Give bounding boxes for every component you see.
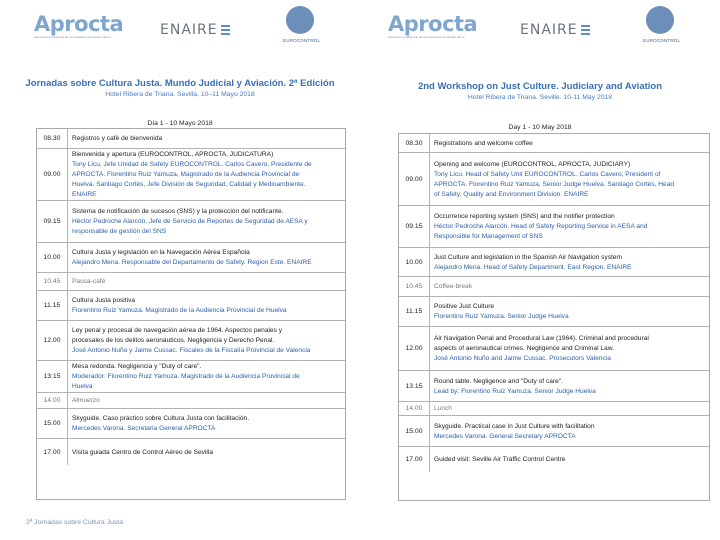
schedule-row (399, 447, 709, 472)
session-title: Lunch (434, 405, 452, 412)
schedule-row (37, 393, 345, 409)
session-cell (68, 291, 345, 320)
session-speakers: Florentino Ruiz Yamuza. Magistrado de la Audiencia Provincial de Huelva (72, 307, 287, 314)
time-cell: 15.00 (37, 409, 68, 438)
schedule-row (399, 402, 709, 416)
session-title: Air Navigation Penal and Procedural Law (1964). Criminal and procedural (434, 335, 649, 342)
time-cell: 13:15 (37, 361, 68, 392)
session-speakers: Héctor Pedroche Alarcón. Jefe de Servicio de Reportes de Seguridad de AESA y (72, 218, 308, 225)
session-cell (68, 201, 345, 242)
schedule-row (37, 149, 345, 201)
session-title: Ley penal y procesal de navegación aérea de 1964. Aspectos penales y (72, 327, 283, 334)
session-title: Mesa redonda. Negligencia y "Duty of care". (72, 363, 202, 370)
schedule-row (399, 206, 709, 248)
session-cell (68, 129, 345, 148)
session-speakers: APROCTA. Florentino Ruiz Yamuza, Magistrado de la Audiencia Provincial de (72, 171, 300, 178)
session-cell (430, 402, 709, 415)
session-speakers: of Safety, Quality and Environment Division. ENAIRE (434, 190, 589, 198)
enaire-logo: ENAIRE (520, 22, 590, 38)
time-cell: 10.45 (37, 273, 68, 290)
time-cell: 17.00 (37, 439, 68, 465)
session-cell (430, 134, 709, 152)
agenda-page-english (360, 0, 720, 540)
session-speakers: Tony Licu. Head of Safety Unit EUROCONTROL. Carlos Cavero, President of (434, 170, 661, 178)
schedule-row (37, 243, 345, 273)
time-cell: 10.45 (399, 277, 430, 296)
session-cell (430, 297, 709, 326)
schedule-table (398, 133, 710, 501)
time-cell: 15.00 (399, 416, 430, 446)
schedule-row (37, 321, 345, 361)
logo-bar (0, 8, 360, 60)
session-cell (68, 409, 345, 438)
session-title: Coffee-break (434, 283, 472, 290)
venue-line: Hotel Ribera de Triana. Sevilla, 10–11 Mayo 2018 (105, 91, 255, 98)
schedule-row (37, 361, 345, 393)
session-title: Guided visit: Seville Air Traffic Control Centre (434, 456, 566, 463)
page-footer: 2ª Jornadas sobre Cultura Justa (26, 519, 123, 526)
session-title: Registrations and welcome coffee (434, 139, 533, 147)
session-title: Round table. Negligence and "Duty of care". (434, 377, 563, 385)
page-title: 2nd Workshop on Just Culture. Judiciary and Aviation (417, 81, 663, 92)
schedule-row (37, 291, 345, 321)
session-title: Positive Just Culture (434, 303, 495, 310)
time-cell: 10.00 (37, 243, 68, 272)
time-cell: 08.30 (37, 129, 68, 148)
session-speakers: Héctor Pedroche Alarcón. Head of Safety Reporting Service in AESA and (434, 223, 648, 230)
time-cell: 09.00 (399, 153, 430, 205)
schedule-row (399, 297, 709, 327)
schedule-row (37, 439, 345, 465)
session-title: Opening and welcome (EUROCONTROL, APROCTA, JUDICIARY) (434, 160, 631, 168)
session-title: Occurrence reporting system (SNS) and the notifier protection (434, 213, 615, 220)
schedule-row (37, 201, 345, 243)
session-cell (68, 439, 345, 465)
session-speakers: Alejandro Mena. Head of Safety Department. East Region. ENAIRE (434, 263, 632, 271)
enaire-lines-icon (221, 23, 230, 37)
enaire-lines-icon (581, 23, 590, 37)
time-cell: 14.00 (37, 393, 68, 408)
schedule-row (399, 277, 709, 297)
venue-line: Hotel Ribera de Triana. Seville. 10-11 May 2018 (467, 94, 613, 101)
session-title: aspects of aeronautical crimes. Negligence and Criminal Law. (434, 345, 614, 352)
eurocontrol-logo: EUROCONTROL (283, 6, 317, 43)
time-cell: 08.30 (399, 134, 430, 152)
eurocontrol-logo: EUROCONTROL (643, 6, 677, 43)
time-cell: 11.15 (37, 291, 68, 320)
time-cell: 14.00 (399, 402, 430, 415)
time-cell: 09.15 (37, 201, 68, 242)
session-title: Pausa-café (72, 278, 106, 285)
schedule-row (399, 153, 709, 206)
session-speakers: ENAIRE (72, 191, 97, 198)
session-title: Registros y café de bienvenida (72, 135, 163, 142)
session-speakers: Tony Licu, Jefe Unidad de Safety EUROCONTROL. Carlos Cavero, Presidente de (72, 161, 312, 168)
session-speakers: Mercedes Varona. General Secretary APROCTA (434, 432, 576, 440)
session-speakers: Lead by: Florentino Ruiz Yamuza. Senior Judge Huelva (434, 387, 596, 395)
session-speakers: APROCTA. Florentino Ruiz Yamuza, Senior Judge Huelva. Santiago Cortés, Head (434, 180, 675, 188)
session-speakers: José Antonio Nuño and Jaime Cussac. Prosecutors Valencia (434, 355, 611, 362)
session-cell (68, 321, 345, 360)
day-heading: Día 1 - 10 Mayo 2018 (147, 120, 213, 127)
session-speakers: Alejandro Mena. Responsable del Departamento de Safety. Region Este. ENAIRE (72, 259, 312, 266)
time-cell: 09.15 (399, 206, 430, 247)
page-title: Jornadas sobre Cultura Justa. Mundo Judicial y Aviación. 2ª Edición (25, 78, 335, 89)
schedule-row (399, 416, 709, 447)
aprocta-logo: Aprocta Asociación profesional de controladores de tránsito aéreo (388, 12, 478, 39)
session-cell (68, 149, 345, 200)
schedule-row (399, 371, 709, 402)
schedule-row (37, 129, 345, 149)
schedule-row (37, 273, 345, 291)
session-title: Skyguide. Caso práctico sobre Cultura Justa con facilitación. (72, 415, 250, 422)
day-heading: Day 1 - 10 May 2018 (508, 124, 572, 131)
session-title: procesales de los delitos aeronáuticos. Negligencia y Derecho Penal. (72, 337, 275, 344)
schedule-row (37, 409, 345, 439)
eurocontrol-globe-icon (646, 6, 674, 34)
session-cell (68, 393, 345, 408)
session-speakers: José Antonio Nuño y Jaime Cussac. Fiscales de la Fiscalía Provincial de Valencia (72, 347, 311, 354)
session-speakers: Huelva (72, 383, 93, 390)
session-cell (430, 248, 709, 276)
session-cell (430, 447, 709, 472)
eurocontrol-globe-icon (286, 6, 314, 34)
session-title: Cultura Justa positiva (72, 297, 136, 304)
session-speakers: responsable de gestión del SNS (72, 228, 167, 235)
time-cell: 12.00 (399, 327, 430, 370)
session-speakers: Florentino Ruiz Yamuza. Senior Judge Huelva (434, 313, 569, 320)
session-title: Skyguide. Practical case in Just Culture with facilitation (434, 422, 595, 430)
time-cell: 13.15 (399, 371, 430, 401)
session-speakers: Responsible for Management of SNS (434, 233, 543, 240)
time-cell: 12.00 (37, 321, 68, 360)
session-cell (68, 243, 345, 272)
session-cell (68, 273, 345, 290)
session-cell (430, 416, 709, 446)
session-title: Cultura Justa y legislación en la Navegación Aérea Española (72, 249, 250, 256)
session-title: Just Culture and legislation in the Spanish Air Navigation system (434, 253, 623, 261)
session-title: Visita guiada Centro de Control Aéreo de Sevilla (72, 448, 213, 456)
session-title: Bienvenida y apertura (EUROCONTROL, APROCTA, JUDICATURA) (72, 151, 274, 158)
enaire-logo: ENAIRE (160, 22, 230, 38)
aprocta-logo: Aprocta Asociación profesional de controladores de tránsito aéreo (34, 12, 124, 39)
time-cell: 17.00 (399, 447, 430, 472)
schedule-table (36, 128, 346, 500)
schedule-row (399, 248, 709, 277)
session-speakers: Mercedes Varona. Secretaria General APROCTA (72, 425, 216, 432)
session-cell (430, 153, 709, 205)
schedule-row (399, 327, 709, 371)
session-cell (430, 371, 709, 401)
session-cell (430, 206, 709, 247)
session-title: Almuerzo (72, 397, 100, 404)
time-cell: 11.15 (399, 297, 430, 326)
session-title: Sistema de notificación de sucesos (SNS) y la protección del notificante. (72, 208, 284, 215)
logo-bar (360, 8, 720, 60)
session-cell (430, 277, 709, 296)
session-speakers: Huelva. Santiago Cortés, Jefe División de Seguridad, Calidad y Medioambiente. (72, 181, 306, 188)
session-speakers: Moderador: Florentino Ruiz Yamuza. Magistrado de la Audiencia Provincial de (72, 373, 300, 380)
session-cell (430, 327, 709, 370)
time-cell: 09.00 (37, 149, 68, 200)
schedule-row (399, 134, 709, 153)
time-cell: 10.00 (399, 248, 430, 276)
session-cell (68, 361, 345, 392)
